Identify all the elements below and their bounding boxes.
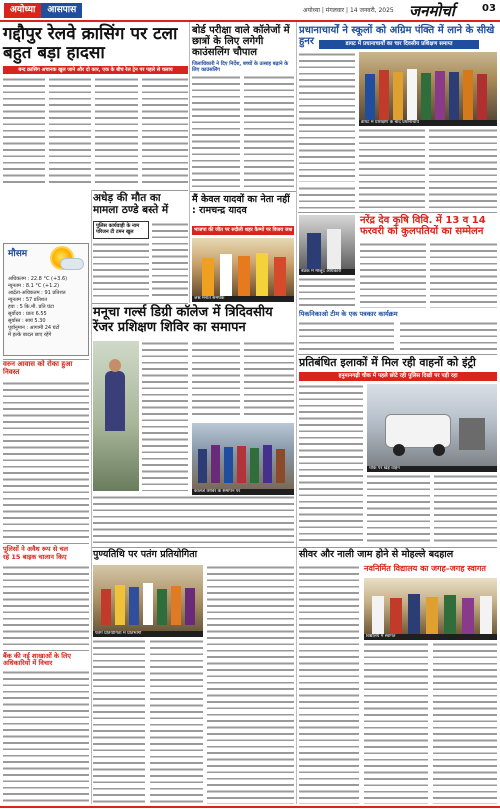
police-body-col-2 <box>367 474 430 542</box>
pradhan-photo <box>359 52 497 120</box>
navnirmit-body-col-1 <box>364 642 428 804</box>
railway-deck: बन्द क्रासिंग अचानक खुल जाने और दो कार, एक के बीच रेल ट्रेन पर पहले से चलाय <box>3 66 188 74</box>
vc-sub-body-col-1 <box>299 321 394 351</box>
pradhan-body-col-3 <box>429 128 497 210</box>
divider <box>3 650 89 651</box>
sardi-deck: पुलिस कार्यवाही के नाम परिजन टी टमन खुल <box>96 223 140 235</box>
vc-body-col-1 <box>360 242 426 308</box>
column-rule <box>189 22 190 303</box>
girls-college-photo-2 <box>192 423 294 489</box>
weather-line: पूर्वानुमान : आगामी 24 घंटों <box>8 325 60 331</box>
divider <box>298 212 497 213</box>
banking-body <box>3 670 89 804</box>
navnirmit-photo <box>364 578 497 634</box>
sardi-deck-box <box>93 221 149 239</box>
weather-line: न्यूनतम : 8.1 °C (+1.2) <box>8 283 60 289</box>
college-deck: जिलाधिकारी ने दिए निर्देश, बच्चों के उत्साह बढ़ाने के लिए काउंसलिंग <box>192 61 289 73</box>
navnirmit-headline[interactable]: नवनिर्मित विद्यालय का जगह–जगह स्वागत <box>364 564 486 573</box>
section-tab-ayodhya[interactable]: अयोध्या <box>4 3 41 18</box>
weather-box <box>3 243 89 356</box>
weather-line: सूर्यास्त : सायं 5.30 <box>8 318 46 324</box>
vc-sub-body-col-2 <box>400 321 497 351</box>
page-number: 03 <box>482 3 496 14</box>
railway-body-col-2 <box>49 77 91 187</box>
girls-college-body-col-1 <box>142 341 188 491</box>
railway-body-col-3 <box>95 77 138 187</box>
police-headline[interactable]: प्रतिबंधित इलाकों में मिल रही वाहनों को इंट्री <box>299 356 476 369</box>
divider <box>92 303 188 304</box>
pradhan-body-col-1 <box>299 52 355 182</box>
sardi-body-col-1 <box>93 242 149 300</box>
bike-body <box>3 565 89 647</box>
divider <box>190 191 296 192</box>
girls-college-body-col-2 <box>192 341 240 419</box>
police-photo-caption: चौक पर खड़े वाहन <box>367 466 497 472</box>
column-rule <box>296 22 297 804</box>
section-tab-aaspaas[interactable]: आसपास <box>41 3 82 18</box>
railway-body-col-4 <box>142 77 188 187</box>
header-rule <box>0 20 500 22</box>
railway-headline[interactable]: गद्दौपुर रेलवे क्रासिंग पर टला बहुत बड़ा हादसा <box>3 24 178 64</box>
police-body-col-3 <box>434 474 497 542</box>
pradhan-body-col-2 <box>359 128 425 210</box>
girls-college-headline[interactable]: मनूचा गर्ल्स डिग्री कॉलेज में त्रिदिवसीय रेंजर प्रशिक्षण शिविर का समापन <box>93 305 273 335</box>
kite-body-col-2 <box>150 639 203 804</box>
pradhan-headline[interactable]: प्रधानाचार्यों ने स्कूलों को अग्रिम पंक्ति में लाने के सीखे हुनर <box>299 25 495 48</box>
ramchandra-photo <box>192 238 294 296</box>
divider <box>298 354 497 355</box>
pradhan-deck: डायट में प्रधानाचार्यों का चार दिवसीय प्रशिक्षण समाप्त <box>319 40 479 49</box>
banking-headline[interactable]: बैंक की नई शाखाओं के लिए अधिकारियों में विचार <box>3 652 71 668</box>
police-deck: हनुमानगढ़ी चौक में पहले छोटे रही पुलिस दिखी पर पड़ी रहा <box>299 372 497 381</box>
vc-body-col-0 <box>299 277 355 308</box>
sewer-body-col-1 <box>299 565 359 804</box>
kite-photo <box>93 565 203 631</box>
ramchandra-headline[interactable]: मैं केवल यादवों का नेता नहीं : रामचन्द्र यादव <box>192 194 290 216</box>
kite-photo-caption: पतंग प्रतियोगिता में प्रतिभागी <box>93 631 203 637</box>
sewer-headline[interactable]: सीवर और नाली जाम होने से मोहल्ले बदहाल <box>299 549 454 560</box>
vc-body-col-2 <box>430 242 497 308</box>
ramchandra-deck: भाजपा की जीत पर रुदौली शहर कैम्पों पर विजय जश्न <box>193 227 293 233</box>
railway-body-col-1 <box>3 77 45 187</box>
newspaper-brand: जनमोर्चा <box>409 2 455 20</box>
divider <box>92 190 188 191</box>
college-body-col-1 <box>192 75 240 189</box>
weather-line: न्यूनतम : 57 प्रतिशत <box>8 297 48 303</box>
section-tabs <box>4 3 82 18</box>
kite-headline[interactable]: पुण्यतिथि पर पतंग प्रतियोगिता <box>93 549 198 560</box>
weather-line: आर्द्रता-अधिकतम : 91 प्रतिशत <box>8 290 66 296</box>
divider <box>190 547 497 548</box>
vc-sub-headline[interactable]: पिकनिकाओ टीम के एक पत्रकार कार्यक्रम <box>299 310 398 318</box>
navnirmit-body-col-2 <box>433 642 497 804</box>
cloud-icon <box>60 258 84 270</box>
bike-headline[interactable]: पुलिसों ने अवैध रूप से चल <box>3 545 69 553</box>
school-photo-caption: विद्यालय में स्वागत <box>364 634 497 640</box>
girls-college-photo-1 <box>93 341 139 491</box>
pradhan-photo-caption: डायट में प्रशिक्षण के बाद प्रधानाचार्य <box>359 120 497 126</box>
dateline: अयोध्या | मंगलवार | 14 जनवरी, 2025 <box>303 7 394 14</box>
weather-line: में हल्के बादल छाए रहेंगे <box>8 332 52 338</box>
footer-rule <box>0 806 500 808</box>
police-photo <box>367 384 497 466</box>
column-rule <box>91 190 92 804</box>
weather-title: मौसम <box>8 249 28 259</box>
girls-college-lower-body <box>93 495 294 545</box>
kite-body-col-3 <box>207 565 294 804</box>
weather-line: हवा : 5 कि.मी. प्रति घंटा <box>8 304 54 310</box>
varun-headline[interactable]: वरुन आवास को रोका हुआ निवस्त <box>3 360 73 376</box>
pradhan-body-col-1-cont <box>299 186 355 210</box>
girls-photo-caption: कॉलेज शिविर के समापन पर <box>192 489 294 495</box>
vc-headline[interactable]: नरेंद्र देव कृषि विवि. में 13 व 14 फरवरी को कुलपतियों का सम्मेलन <box>360 215 486 238</box>
ram-photo-caption: जश्न मनाते समर्थक <box>192 296 294 302</box>
bike-deck: रहे 15 बाइक चालान किए <box>3 553 67 561</box>
college-headline[interactable]: बोर्ड परीक्षा वाले कॉलेजों में छात्रों के लिए लगेगी काउंसलिंग चौपाल <box>192 25 290 59</box>
sardi-headline[interactable]: अधेड़ की मौत का मामला ठण्डे बस्ते में <box>93 192 169 216</box>
police-body-col-1 <box>299 384 363 542</box>
kite-body-col-1 <box>93 639 145 804</box>
varun-body <box>3 381 89 541</box>
weather-line: अधिकतम : 22.8 °C (+3.6) <box>8 276 68 282</box>
vc-photo-caption: बैठक में मौजूद अधिकारी <box>299 269 355 275</box>
sardi-body-col-2 <box>152 222 188 300</box>
divider <box>3 543 89 544</box>
page-header <box>0 0 500 20</box>
college-body-col-2 <box>244 75 294 189</box>
girls-college-body-col-3 <box>244 341 294 419</box>
vc-photo <box>299 215 355 269</box>
weather-line: सूर्योदय : प्रातः 6.55 <box>8 311 47 317</box>
